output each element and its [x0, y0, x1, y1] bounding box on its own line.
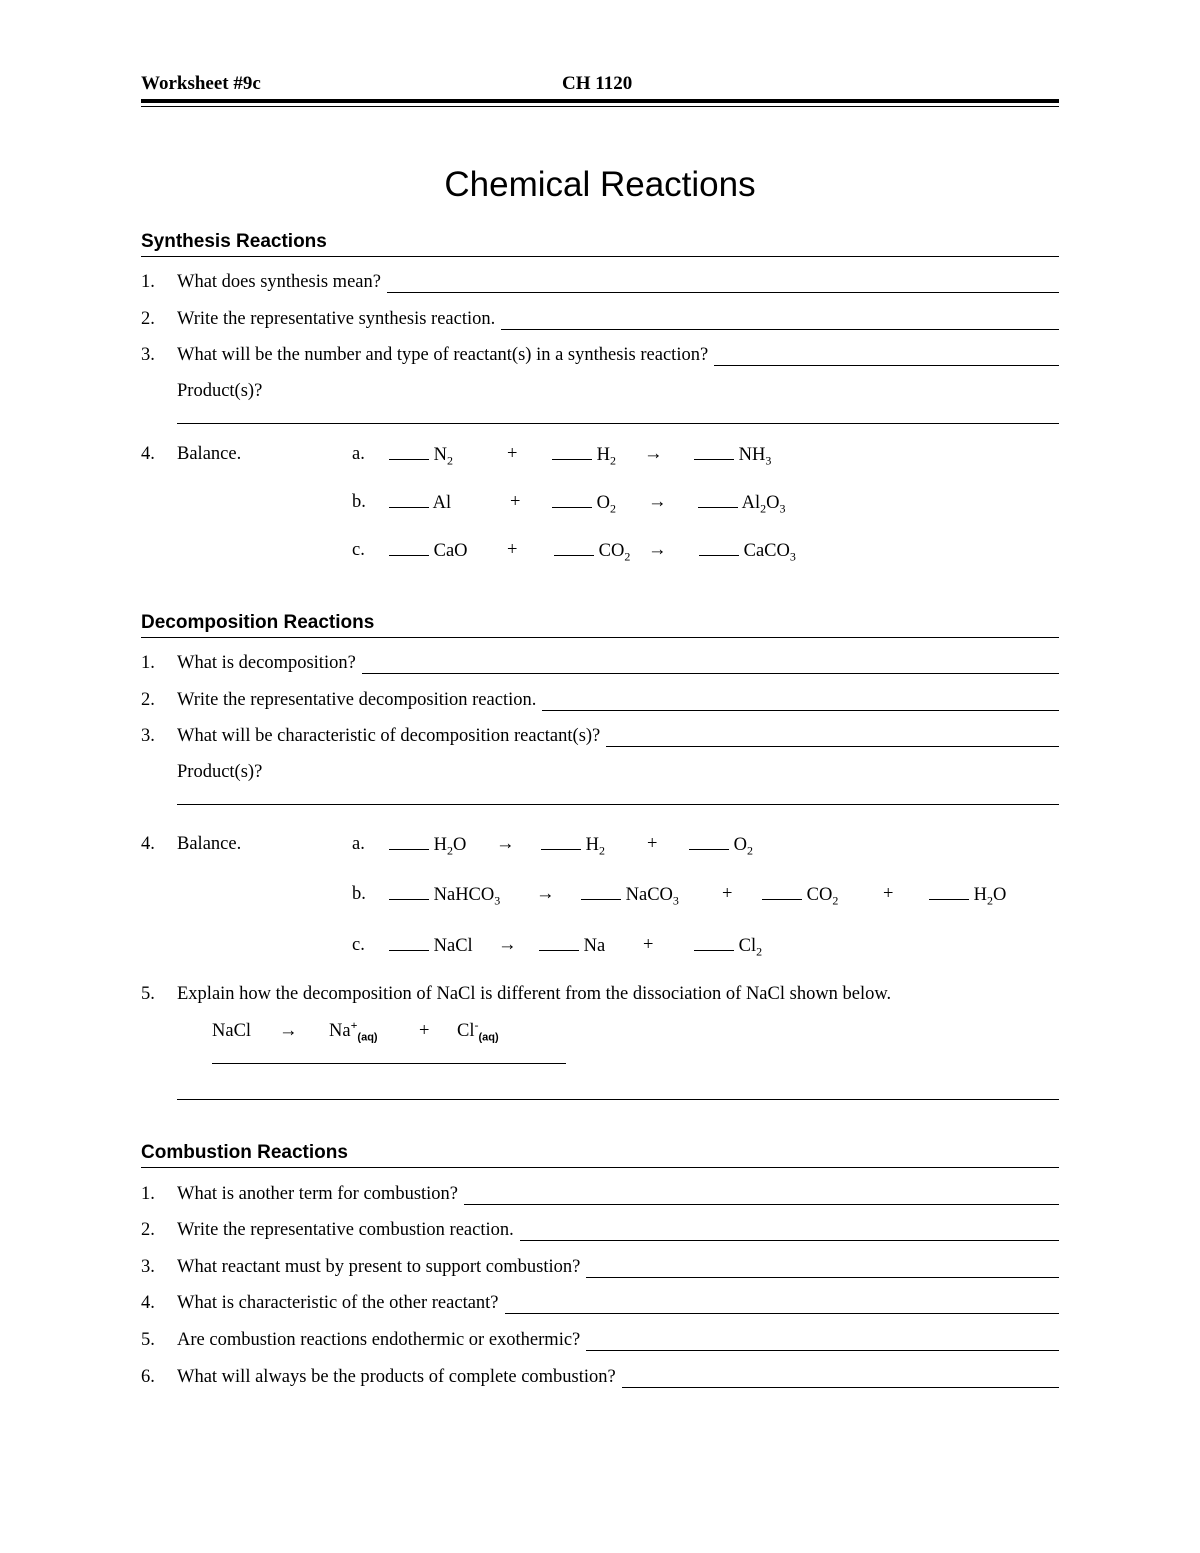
coefficient-blank[interactable]	[699, 539, 739, 556]
coefficient-blank[interactable]	[539, 934, 579, 951]
question-number: 3.	[141, 726, 155, 746]
reaction-arrow: →	[279, 1021, 298, 1041]
coefficient-blank[interactable]	[552, 443, 592, 460]
question-number: 4.	[141, 444, 155, 464]
reactant-1: $N_2$	[389, 443, 453, 466]
answer-line[interactable]	[177, 804, 1059, 805]
coefficient-blank[interactable]	[389, 833, 429, 850]
synthesis-question-1	[141, 269, 1059, 293]
coefficient-blank[interactable]	[694, 934, 734, 951]
reactant-1: NaHCO$_3$	[389, 883, 500, 906]
plus-sign: +	[507, 540, 518, 560]
question-number: 2.	[141, 690, 155, 710]
question-text: Write the representative decomposition reaction.	[177, 690, 537, 710]
product-1: $NH_3$	[694, 443, 771, 466]
reaction-arrow: →	[498, 935, 517, 955]
section-heading-synthesis: Synthesis Reactions	[141, 231, 1059, 257]
answer-line[interactable]	[714, 349, 1059, 366]
coefficient-blank[interactable]	[689, 833, 729, 850]
coefficient-blank[interactable]	[552, 491, 592, 508]
question-text: What does synthesis mean?	[177, 272, 381, 292]
question-number: 3.	[141, 345, 155, 365]
equation-label: c.	[352, 540, 365, 560]
question-text: What reactant must by present to support combustion?	[177, 1257, 581, 1277]
product-1: CaCO$_3$	[699, 539, 796, 562]
coefficient-blank[interactable]	[389, 934, 429, 951]
question-number: 1.	[141, 653, 155, 673]
equation-label: b.	[352, 884, 366, 904]
product-1: NaCO$_3$	[581, 883, 679, 906]
dissociation-product-1: $Na^+_{(aq)}$	[329, 1017, 378, 1044]
product-prompt: Product(s)?	[177, 381, 263, 401]
question-number: 2.	[141, 309, 155, 329]
coefficient-blank[interactable]	[694, 443, 734, 460]
coefficient-blank[interactable]	[762, 883, 802, 900]
combustion-question-6	[141, 1364, 1059, 1388]
page-title: Chemical Reactions	[444, 165, 756, 204]
question-number: 3.	[141, 1257, 155, 1277]
reactant-1: NaCl	[389, 934, 473, 957]
reaction-arrow: →	[648, 492, 667, 512]
question-number: 1.	[141, 1184, 155, 1204]
coefficient-blank[interactable]	[929, 883, 969, 900]
answer-line[interactable]	[586, 1334, 1059, 1351]
answer-line[interactable]	[622, 1371, 1059, 1388]
question-number: 1.	[141, 272, 155, 292]
worksheet-number: Worksheet #9c	[141, 73, 261, 94]
equation-label: a.	[352, 444, 365, 464]
reactant-1: CaO	[389, 539, 468, 562]
section-heading-decomposition: Decomposition Reactions	[141, 612, 1059, 638]
coefficient-blank[interactable]	[698, 491, 738, 508]
answer-line[interactable]	[505, 1297, 1059, 1314]
plus-sign: +	[647, 834, 658, 854]
question-number: 6.	[141, 1367, 155, 1387]
product-1: Na	[539, 934, 605, 957]
answer-line[interactable]	[520, 1224, 1059, 1241]
product-1: $Al_2O_3$	[698, 491, 785, 514]
question-number: 5.	[141, 984, 155, 1004]
combustion-question-1	[141, 1181, 1059, 1205]
header-rule-thick	[141, 99, 1059, 103]
reactant-2: $CO_2$	[554, 539, 630, 562]
question-text: Are combustion reactions endothermic or exothermic?	[177, 1330, 581, 1350]
answer-line[interactable]	[606, 730, 1059, 747]
question-text: What is decomposition?	[177, 653, 356, 673]
reaction-arrow: →	[648, 540, 667, 560]
product-prompt: Product(s)?	[177, 762, 263, 782]
answer-line[interactable]	[501, 313, 1059, 330]
combustion-question-2	[141, 1217, 1059, 1241]
synthesis-question-2	[141, 306, 1059, 330]
question-text: Explain how the decomposition of NaCl is different from the dissociation of NaCl shown below.	[177, 984, 892, 1004]
dissociation-product-2: $Cl^-_{(aq)}$	[457, 1017, 499, 1044]
reactant-1: $H_2O$	[389, 833, 466, 856]
reaction-arrow: →	[644, 444, 663, 464]
question-number: 5.	[141, 1330, 155, 1350]
answer-line[interactable]	[177, 1099, 1059, 1100]
coefficient-blank[interactable]	[541, 833, 581, 850]
answer-line[interactable]	[387, 276, 1059, 293]
answer-line[interactable]	[586, 1261, 1059, 1278]
reactant-2: $O_2$	[552, 491, 616, 514]
plus-sign: +	[419, 1021, 430, 1041]
question-number: 2.	[141, 1220, 155, 1240]
coefficient-blank[interactable]	[581, 883, 621, 900]
plus-sign: +	[722, 884, 733, 904]
header-rule-thin	[141, 106, 1059, 107]
question-text: Balance.	[177, 444, 242, 464]
reactant-2: $H_2$	[552, 443, 616, 466]
decomposition-question-2	[141, 687, 1059, 711]
combustion-question-3	[141, 1254, 1059, 1278]
question-text: What is characteristic of the other reactant?	[177, 1293, 499, 1313]
question-text: Balance.	[177, 834, 242, 854]
product-3: $H_2O$	[929, 883, 1006, 906]
equation-label: a.	[352, 834, 365, 854]
reactant-1: Al	[389, 491, 451, 514]
coefficient-blank[interactable]	[554, 539, 594, 556]
dissociation-reactant: NaCl	[212, 1021, 252, 1041]
coefficient-blank[interactable]	[389, 883, 429, 900]
answer-line[interactable]	[464, 1188, 1059, 1205]
answer-line[interactable]	[542, 694, 1059, 711]
question-text: What will be characteristic of decomposition reactant(s)?	[177, 726, 601, 746]
plus-sign: +	[643, 935, 654, 955]
combustion-question-5	[141, 1327, 1059, 1351]
product-2: $Cl_2$	[694, 934, 762, 957]
answer-line[interactable]	[212, 1063, 566, 1064]
section-heading-combustion: Combustion Reactions	[141, 1142, 1059, 1168]
synthesis-question-3	[141, 342, 1059, 366]
product-2: $O_2$	[689, 833, 753, 856]
question-text: What will be the number and type of reactant(s) in a synthesis reaction?	[177, 345, 709, 365]
course-code: CH 1120	[562, 73, 633, 94]
coefficient-blank[interactable]	[389, 539, 429, 556]
product-2: $CO_2$	[762, 883, 838, 906]
equation-label: c.	[352, 935, 365, 955]
reaction-arrow: →	[536, 884, 555, 904]
decomposition-question-1	[141, 650, 1059, 674]
coefficient-blank[interactable]	[389, 491, 429, 508]
question-number: 4.	[141, 834, 155, 854]
combustion-question-4	[141, 1290, 1059, 1314]
decomposition-question-3	[141, 723, 1059, 747]
question-number: 4.	[141, 1293, 155, 1313]
plus-sign: +	[883, 884, 894, 904]
answer-line[interactable]	[362, 657, 1059, 674]
question-text: What will always be the products of complete combustion?	[177, 1367, 616, 1387]
question-text: Write the representative combustion reaction.	[177, 1220, 514, 1240]
equation-label: b.	[352, 492, 366, 512]
question-text: Write the representative synthesis reaction.	[177, 309, 496, 329]
answer-line[interactable]	[177, 423, 1059, 424]
question-text: What is another term for combustion?	[177, 1184, 459, 1204]
reaction-arrow: →	[496, 834, 515, 854]
plus-sign: +	[507, 444, 518, 464]
product-1: $H_2$	[541, 833, 605, 856]
plus-sign: +	[510, 492, 521, 512]
coefficient-blank[interactable]	[389, 443, 429, 460]
